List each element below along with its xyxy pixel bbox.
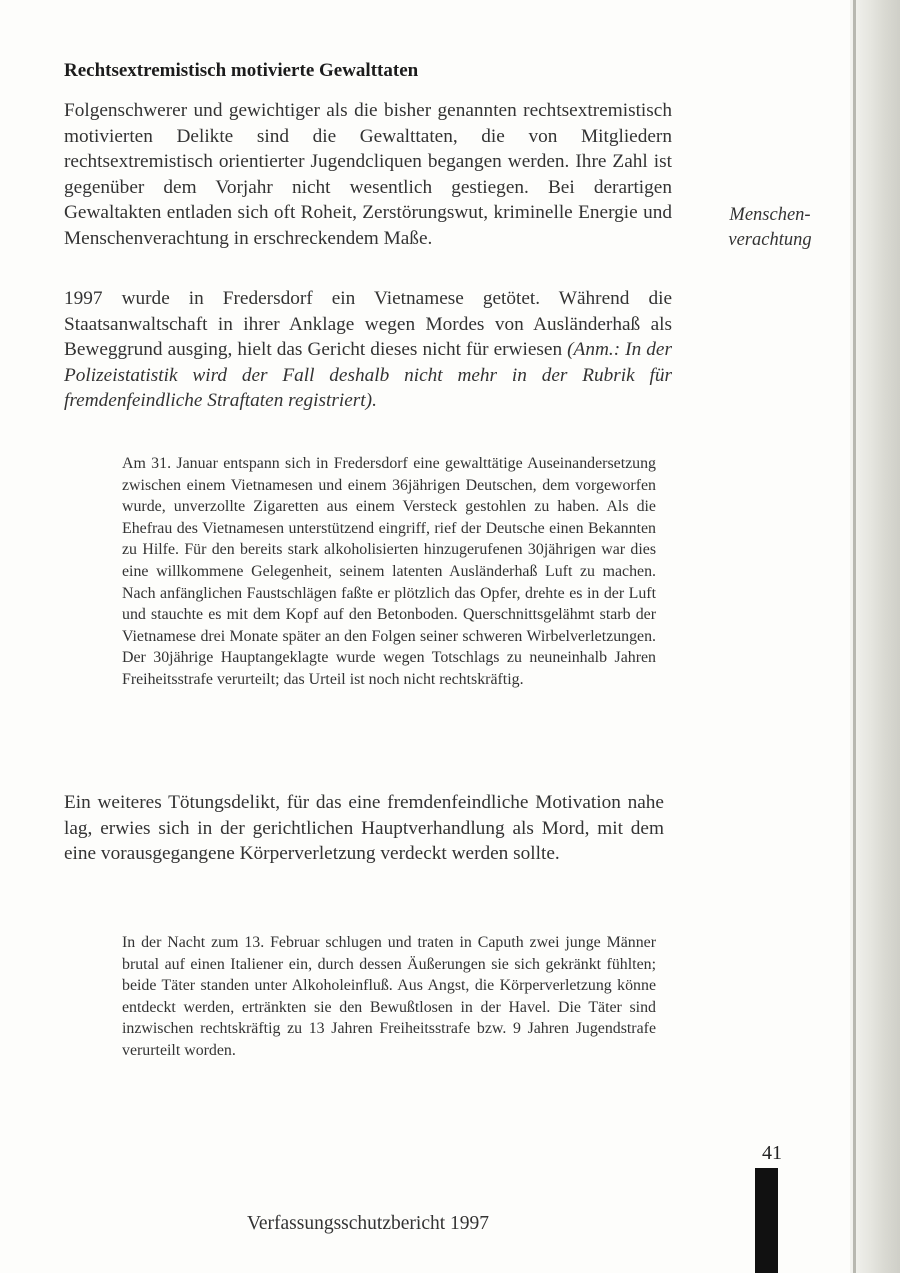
paragraph-fredersdorf-summary [64,286,672,414]
annotation-note: (Anm.: In der Polizeistatistik wird der Fall deshalb nicht mehr in der Rubrik für fremdenfeindliche Straftaten registriert). [64,339,672,412]
paragraph-fredersdorf-text: 1997 wurde in Fredersdorf ein Vietnamese getötet. Während die Staatsanwaltschaft in ihrer Anklage wegen Mordes von Ausländerhaß als Beweggrund ausging, hielt das Gericht dieses nicht für erwiesen [64,288,672,361]
section-heading: Rechtsextremistisch motivierte Gewalttaten [64,60,419,81]
page-tab-marker [755,1168,778,1273]
page-footer: Verfassungsschutzbericht 1997 [246,1213,490,1234]
page-number: 41 [762,1142,782,1164]
case-report-fredersdorf: Am 31. Januar entspann sich in Fredersdorf eine gewalttätige Auseinandersetzung zwischen einem Vietnamesen und einem 36jährigen Deutschen, dem vorgeworfen wurde, unverzollte Zigaretten aus einem Versteck gestohlen zu haben. Als die Ehefrau des Vietnamesen unterstützend eingriff, rief der Deutsche einen Bekannten zu Hilfe. Für den bereits stark alkoholisierten hinzugerufenen 30jährigen war dies eine willkommene Gelegenheit, seinem latenten Ausländerhaß Luft zu machen. Nach anfänglichen Faustschlägen faßte er plötzlich das Opfer, drehte es in der Luft und stauchte es mit dem Kopf auf den Betonboden. Querschnittsgelähmt starb der Vietnamese drei Monate später an den Folgen seiner schweren Wirbelverletzungen. Der 30jährige Hauptangeklagte wurde wegen Totschlags zu neuneinhalb Jahren Freiheitsstrafe verurteilt; das Urteil ist noch nicht rechtskräftig. [122,455,656,688]
case-report-caputh: In der Nacht zum 13. Februar schlugen und traten in Caputh zwei junge Männer brutal auf einen Italiener ein, durch dessen Äußerungen sie sich gekränkt fühlten; beide Täter standen unter Alkoholeinfluß. Aus Angst, die Körperverletzung könne entdeckt werden, ertränkten sie den Bewußtlosen in der Havel. Die Täter sind inzwischen rechtskräftig zu 13 Jahren Freiheitsstrafe bzw. 9 Jahren Jugendstrafe verurteilt worden. [122,934,656,1059]
paragraph-homicide: Ein weiteres Tötungsdelikt, für das eine fremdenfeindliche Motivation nahe lag, erwies sich in der gerichtlichen Hauptverhandlung als Mord, mit dem eine vorausgegangene Körperverletzung verdeckt werden sollte. [64,792,664,865]
margin-note: Menschen-verachtung [728,205,812,250]
page-edge-shadow [850,0,900,1273]
paragraph-violent-acts: Folgenschwerer und gewichtiger als die bisher genannten rechtsextremistisch motivierten Delikte sind die Gewalttaten, die von Mitgliedern rechtsextremistisch orientierter Jugendcliquen begangen werden. Ihre Zahl ist gegenüber dem Vorjahr nicht wesentlich gestiegen. Bei derartigen Gewaltakten entladen sich oft Roheit, Zerstörungswut, kriminelle Energie und Menschenverachtung in erschreckendem Maße. [64,100,672,249]
page-edge-line [853,0,856,1273]
